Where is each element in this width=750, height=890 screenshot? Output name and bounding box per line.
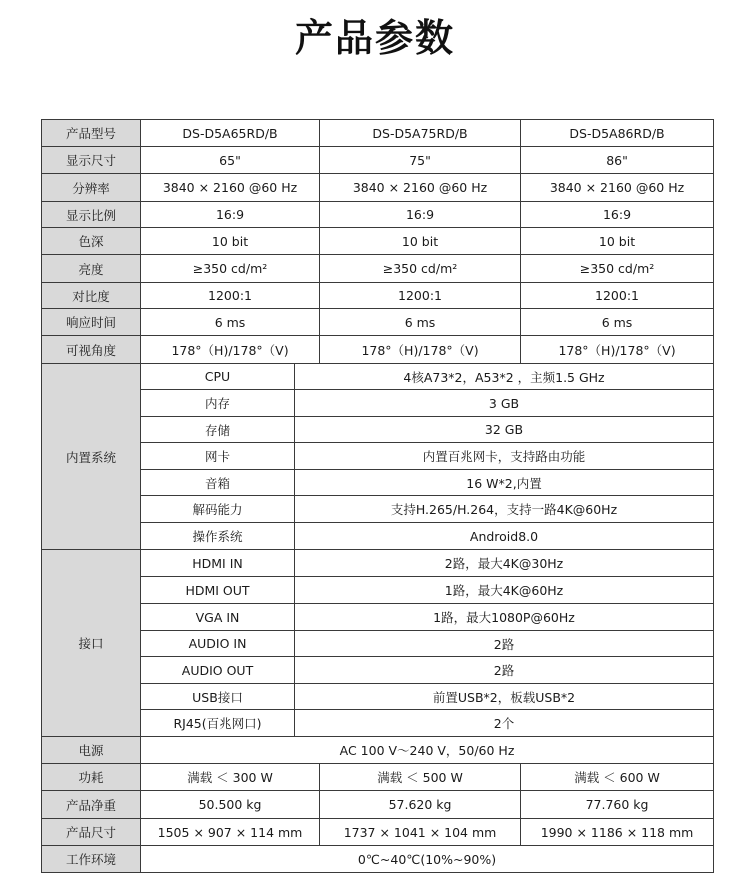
table-row	[42, 255, 714, 283]
cell-value: 178°（H)/178°（V)	[320, 336, 521, 364]
table-row	[42, 846, 714, 873]
row-label: 显示尺寸	[42, 147, 141, 174]
cell-value: 16 W*2,内置	[295, 470, 714, 496]
cell-value: ≥350 cd/m²	[320, 255, 521, 283]
table-row	[42, 710, 714, 737]
table-row	[42, 657, 714, 684]
model-name: DS-D5A65RD/B	[141, 120, 320, 147]
cell-value: 前置USB*2，板载USB*2	[295, 684, 714, 710]
cell-value: ≥350 cd/m²	[521, 255, 714, 283]
cell-value: 86"	[521, 147, 714, 174]
cell-value: 满载 ＜ 300 W	[141, 764, 320, 791]
table-row	[42, 819, 714, 846]
table-row	[42, 791, 714, 819]
table-row	[42, 470, 714, 496]
table-row	[42, 577, 714, 604]
table-row	[42, 228, 714, 255]
cell-value: 178°（H)/178°（V)	[521, 336, 714, 364]
cell-value: 满载 ＜ 500 W	[320, 764, 521, 791]
cell-value: 内置百兆网卡，支持路由功能	[295, 443, 714, 470]
table-row	[42, 737, 714, 764]
cell-value: 6 ms	[521, 309, 714, 336]
model-name: DS-D5A86RD/B	[521, 120, 714, 147]
cell-value: 77.760 kg	[521, 791, 714, 819]
cell-value: 2路	[295, 631, 714, 657]
cell-value: 3840 × 2160 @60 Hz	[320, 174, 521, 202]
cell-value: 16:9	[521, 202, 714, 228]
cell-value: 10 bit	[521, 228, 714, 255]
cell-value: 1200:1	[521, 283, 714, 309]
cell-value: 2个	[295, 710, 714, 737]
cell-value: 1200:1	[141, 283, 320, 309]
table-row	[42, 604, 714, 631]
row-label: 工作环境	[42, 846, 141, 873]
cell-value: 16:9	[320, 202, 521, 228]
row-label: 显示比例	[42, 202, 141, 228]
table-row	[42, 174, 714, 202]
row-label: 产品型号	[42, 120, 141, 147]
table-row	[42, 443, 714, 470]
cell-value: 16:9	[141, 202, 320, 228]
cell-value: 满载 ＜ 600 W	[521, 764, 714, 791]
row-label: 亮度	[42, 255, 141, 283]
cell-value: ≥350 cd/m²	[141, 255, 320, 283]
sub-label: HDMI IN	[141, 550, 295, 577]
table-row	[42, 550, 714, 577]
cell-value: 10 bit	[141, 228, 320, 255]
cell-value: 65"	[141, 147, 320, 174]
cell-value: AC 100 V～240 V，50/60 Hz	[141, 737, 714, 764]
row-label: 对比度	[42, 283, 141, 309]
table-row	[42, 364, 714, 390]
table-row	[42, 147, 714, 174]
cell-value: 1200:1	[320, 283, 521, 309]
row-label: 功耗	[42, 764, 141, 791]
table-row	[42, 390, 714, 417]
table-row	[42, 764, 714, 791]
cell-value: 2路	[295, 657, 714, 684]
cell-value: 3840 × 2160 @60 Hz	[141, 174, 320, 202]
cell-value: 6 ms	[141, 309, 320, 336]
sub-label: RJ45(百兆网口)	[141, 710, 295, 737]
row-label: 电源	[42, 737, 141, 764]
table-row	[42, 309, 714, 336]
table-row	[42, 631, 714, 657]
spec-table	[41, 119, 714, 873]
sub-label: 内存	[141, 390, 295, 417]
sub-label: AUDIO OUT	[141, 657, 295, 684]
sub-label: 音箱	[141, 470, 295, 496]
cell-value: Android8.0	[295, 523, 714, 550]
cell-value: 32 GB	[295, 417, 714, 443]
cell-value: 1990 × 1186 × 118 mm	[521, 819, 714, 846]
sub-label: 操作系统	[141, 523, 295, 550]
cell-value: 0℃~40℃(10%~90%)	[141, 846, 714, 873]
sub-label: CPU	[141, 364, 295, 390]
sub-label: HDMI OUT	[141, 577, 295, 604]
sub-label: 网卡	[141, 443, 295, 470]
table-row	[42, 417, 714, 443]
row-label: 可视角度	[42, 336, 141, 364]
sub-label: VGA IN	[141, 604, 295, 631]
page-title: 产品参数	[294, 16, 455, 60]
row-label: 响应时间	[42, 309, 141, 336]
cell-value: 支持H.265/H.264，支持一路4K@60Hz	[295, 496, 714, 523]
table-row	[42, 336, 714, 364]
sub-label: USB接口	[141, 684, 295, 710]
cell-value: 3 GB	[295, 390, 714, 417]
table-row	[42, 684, 714, 710]
cell-value: 1路，最大4K@60Hz	[295, 577, 714, 604]
cell-value: 1505 × 907 × 114 mm	[141, 819, 320, 846]
cell-value: 4核A73*2，A53*2 ，主频1.5 GHz	[295, 364, 714, 390]
table-row	[42, 202, 714, 228]
table-row	[42, 120, 714, 147]
cell-value: 1737 × 1041 × 104 mm	[320, 819, 521, 846]
model-name: DS-D5A75RD/B	[320, 120, 521, 147]
row-label: 分辨率	[42, 174, 141, 202]
cell-value: 10 bit	[320, 228, 521, 255]
table-row	[42, 283, 714, 309]
cell-value: 178°（H)/178°（V)	[141, 336, 320, 364]
group-label-system: 内置系统	[42, 364, 141, 550]
sub-label: 存储	[141, 417, 295, 443]
table-row	[42, 523, 714, 550]
sub-label: AUDIO IN	[141, 631, 295, 657]
cell-value: 50.500 kg	[141, 791, 320, 819]
cell-value: 1路，最大1080P@60Hz	[295, 604, 714, 631]
row-label: 色深	[42, 228, 141, 255]
table-row	[42, 496, 714, 523]
cell-value: 57.620 kg	[320, 791, 521, 819]
cell-value: 75"	[320, 147, 521, 174]
sub-label: 解码能力	[141, 496, 295, 523]
row-label: 产品净重	[42, 791, 141, 819]
group-label-interfaces: 接口	[42, 550, 141, 737]
cell-value: 3840 × 2160 @60 Hz	[521, 174, 714, 202]
cell-value: 2路，最大4K@30Hz	[295, 550, 714, 577]
cell-value: 6 ms	[320, 309, 521, 336]
row-label: 产品尺寸	[42, 819, 141, 846]
